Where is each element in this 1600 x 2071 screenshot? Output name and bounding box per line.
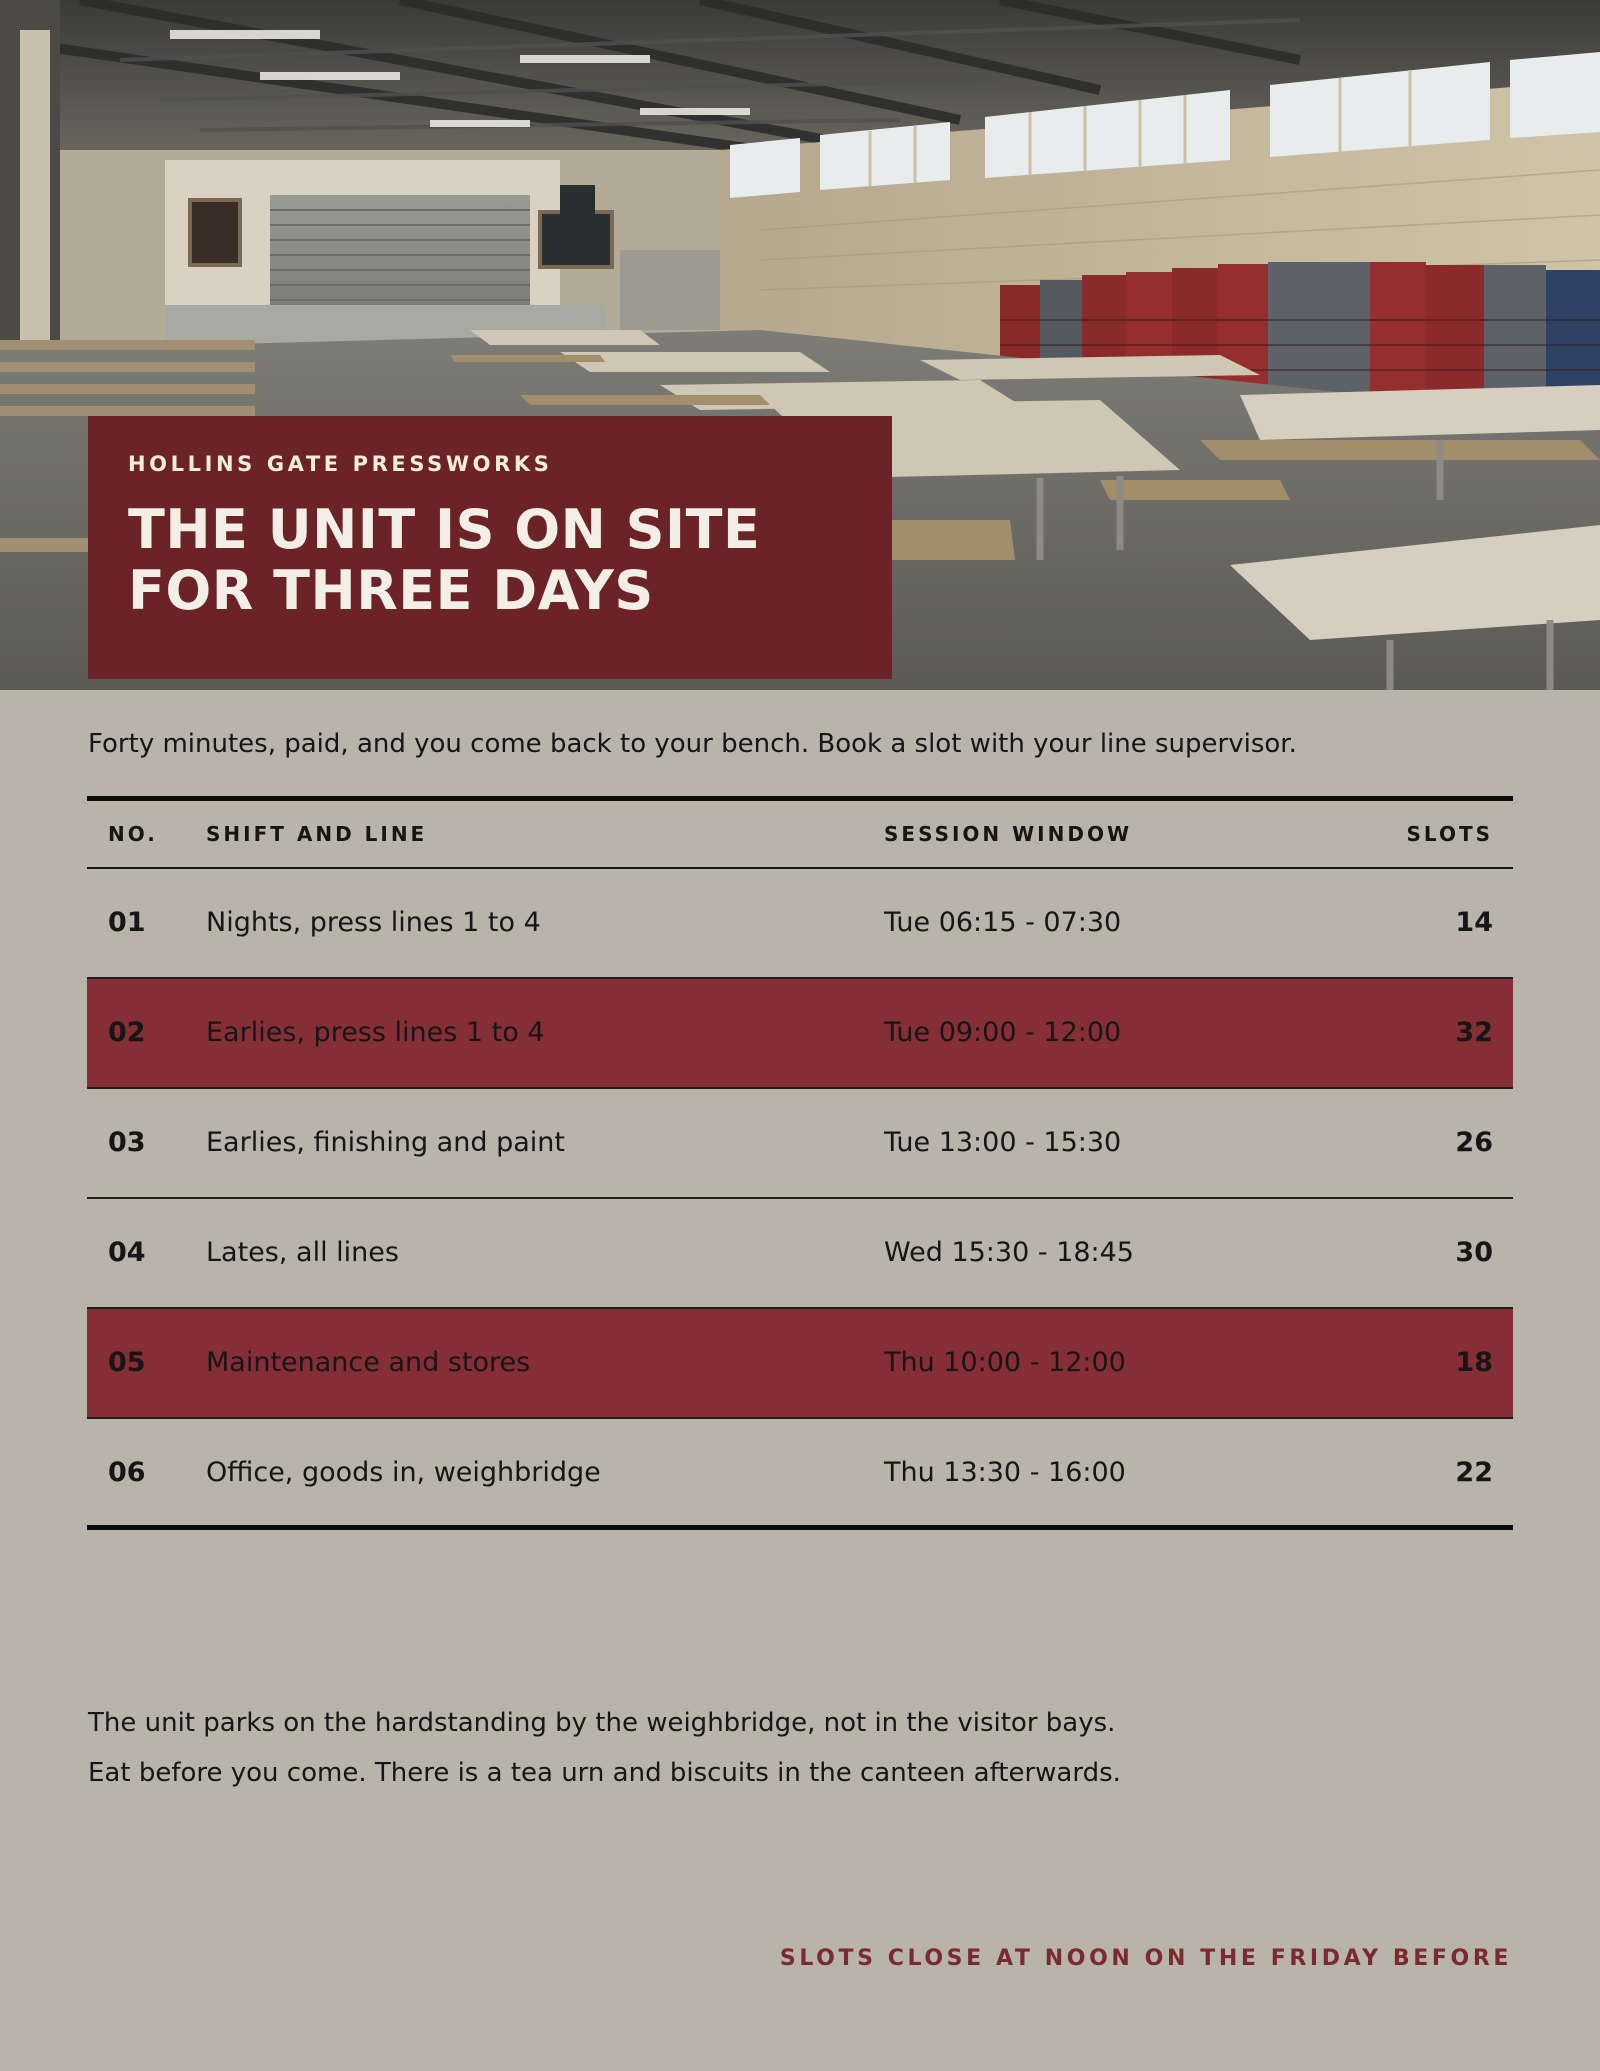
header-slots: SLOTS [1406, 822, 1493, 846]
title-card [88, 416, 892, 679]
row-number: 05 [108, 1347, 146, 1378]
row-shift: Maintenance and stores [206, 1347, 531, 1378]
row-slots: 30 [1455, 1237, 1493, 1268]
row-number: 01 [108, 907, 146, 938]
row-slots: 32 [1455, 1017, 1493, 1048]
row-window: Tue 09:00 - 12:00 [884, 1017, 1122, 1048]
table-header [87, 801, 1513, 869]
session-schedule-table [87, 796, 1513, 1530]
table-row [87, 1309, 1513, 1419]
row-window: Thu 10:00 - 12:00 [884, 1347, 1126, 1378]
table-row [87, 1089, 1513, 1199]
table-row [87, 979, 1513, 1089]
row-shift: Nights, press lines 1 to 4 [206, 907, 541, 938]
row-slots: 18 [1455, 1347, 1493, 1378]
notes [88, 1698, 1121, 1798]
row-window: Wed 15:30 - 18:45 [884, 1237, 1134, 1268]
header-no: NO. [108, 822, 158, 846]
row-window: Tue 13:00 - 15:30 [884, 1127, 1122, 1158]
row-number: 04 [108, 1237, 146, 1268]
hero-photo [0, 0, 1600, 690]
row-slots: 14 [1455, 907, 1493, 938]
row-slots: 22 [1455, 1457, 1493, 1488]
row-number: 06 [108, 1457, 146, 1488]
row-number: 03 [108, 1127, 146, 1158]
row-shift: Earlies, finishing and paint [206, 1127, 565, 1158]
booking-deadline: SLOTS CLOSE AT NOON ON THE FRIDAY BEFORE [779, 1946, 1512, 1971]
table-row [87, 1199, 1513, 1309]
header-window: SESSION WINDOW [884, 822, 1133, 846]
headline-line-2: FOR THREE DAYS [128, 559, 654, 622]
company-name: HOLLINS GATE PRESSWORKS [128, 452, 553, 476]
row-slots: 26 [1455, 1127, 1493, 1158]
table-row [87, 1419, 1513, 1525]
row-shift: Lates, all lines [206, 1237, 399, 1268]
intro-text: Forty minutes, paid, and you come back to your bench. Book a slot with your line supervisor. [88, 729, 1297, 759]
row-window: Thu 13:30 - 16:00 [884, 1457, 1126, 1488]
header-shift: SHIFT AND LINE [206, 822, 428, 846]
row-shift: Office, goods in, weighbridge [206, 1457, 601, 1488]
row-number: 02 [108, 1017, 146, 1048]
note-food: Eat before you come. There is a tea urn and biscuits in the canteen afterwards. [88, 1758, 1121, 1788]
row-window: Tue 06:15 - 07:30 [884, 907, 1122, 938]
table-row [87, 869, 1513, 979]
note-parking: The unit parks on the hardstanding by the weighbridge, not in the visitor bays. [88, 1708, 1116, 1738]
row-shift: Earlies, press lines 1 to 4 [206, 1017, 545, 1048]
page-headline [128, 499, 852, 621]
headline-line-1: THE UNIT IS ON SITE [128, 498, 761, 561]
